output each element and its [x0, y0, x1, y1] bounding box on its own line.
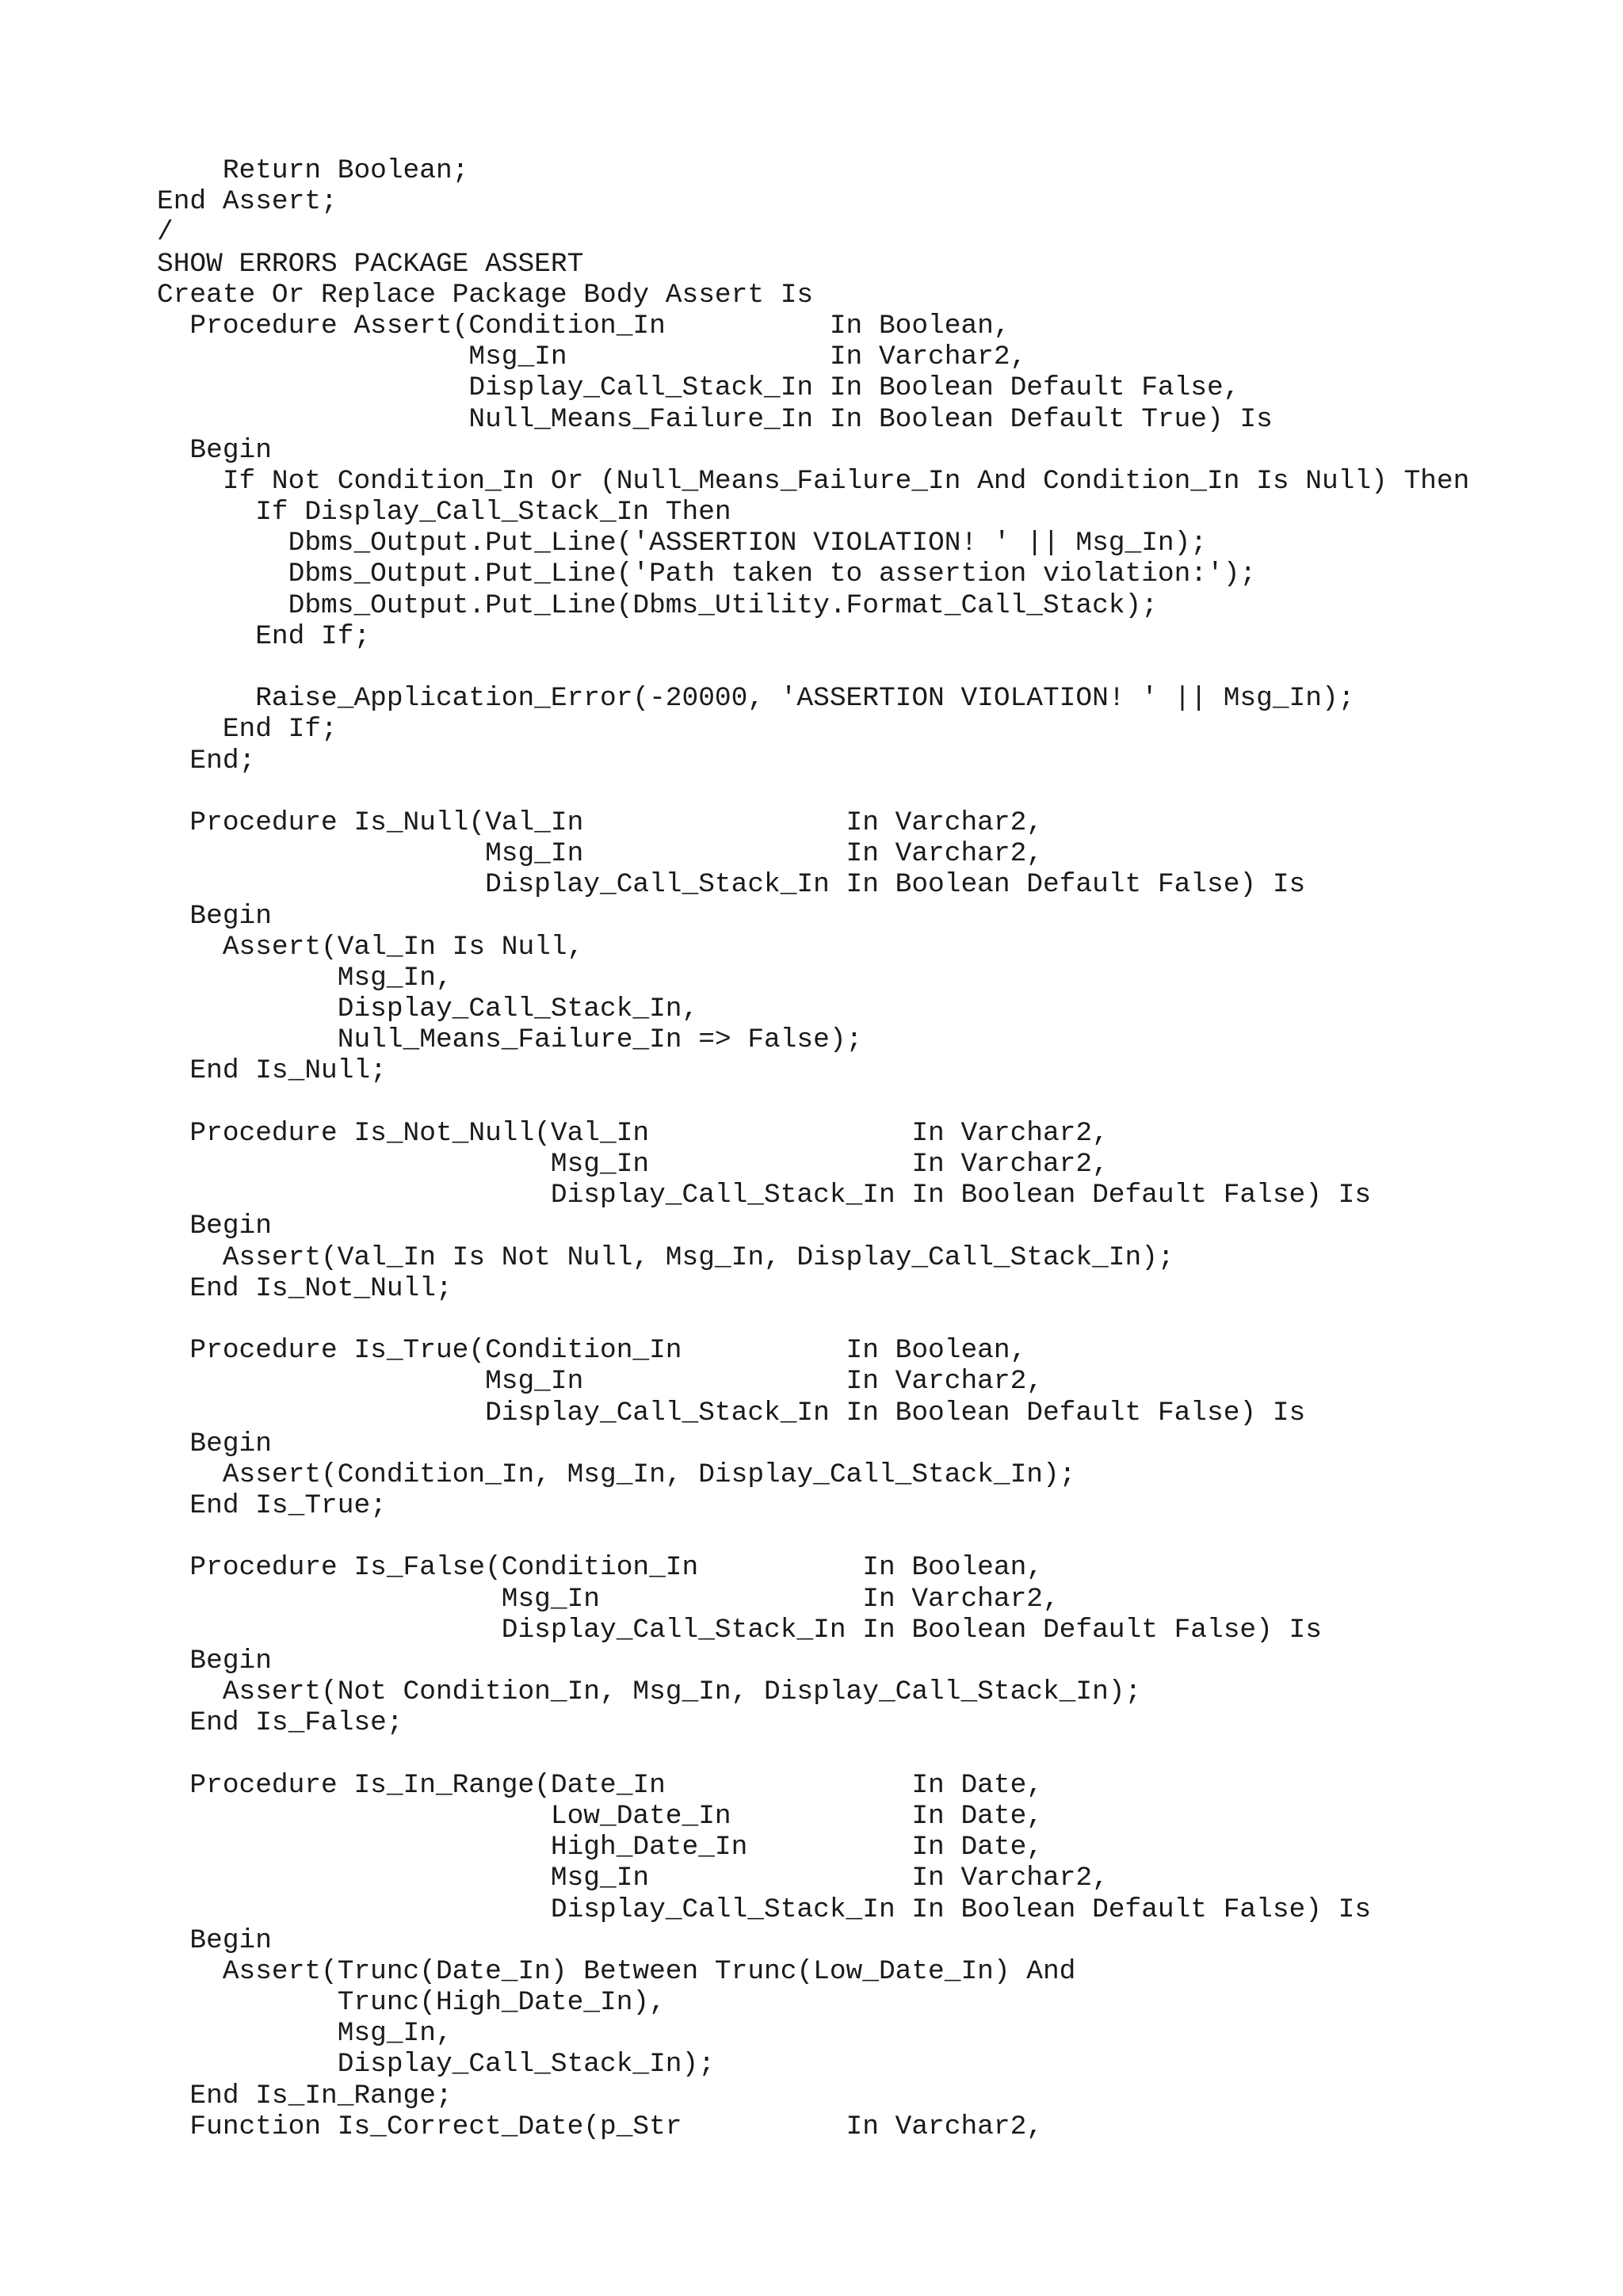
code-line: If Display_Call_Stack_In Then [157, 497, 731, 528]
code-line: End Is_False; [157, 1707, 403, 1739]
code-line: Msg_In In Varchar2, [157, 1583, 1060, 1615]
code-line: End If; [157, 620, 371, 652]
code-line: Display_Call_Stack_In In Boolean Default False) Is [157, 1614, 1322, 1646]
code-line: End Is_Not_Null; [157, 1272, 453, 1304]
code-line: Begin [157, 1924, 272, 1956]
code-line: End Is_Null; [157, 1055, 387, 1087]
code-line: Msg_In In Varchar2, [157, 1149, 1109, 1180]
code-line: If Not Condition_In Or (Null_Means_Failure_In And Condition_In Is Null) Then [157, 465, 1470, 497]
code-line: SHOW ERRORS PACKAGE ASSERT [157, 248, 584, 280]
code-line: Assert(Val_In Is Null, [157, 931, 584, 963]
code-line: Dbms_Output.Put_Line(Dbms_Utility.Format_Call_Stack); [157, 589, 1158, 621]
code-line: Begin [157, 900, 272, 932]
code-line: Raise_Application_Error(-20000, 'ASSERTION VIOLATION! ' || Msg_In); [157, 683, 1355, 715]
code-line: Msg_In In Varchar2, [157, 838, 1043, 870]
code-line [157, 1304, 1469, 1335]
code-line: Null_Means_Failure_In In Boolean Default True) Is [157, 403, 1273, 435]
code-line: Low_Date_In In Date, [157, 1800, 1043, 1832]
code-line: Procedure Is_True(Condition_In In Boolean, [157, 1335, 1027, 1367]
code-line: Msg_In, [157, 2018, 453, 2050]
code-line: Dbms_Output.Put_Line('ASSERTION VIOLATION! ' || Msg_In); [157, 528, 1208, 559]
code-line: End Assert; [157, 186, 338, 218]
code-line: Assert(Trunc(Date_In) Between Trunc(Low_Date_In) And [157, 1955, 1076, 1987]
code-line: Procedure Is_Not_Null(Val_In In Varchar2, [157, 1117, 1109, 1149]
code-line: Assert(Val_In Is Not Null, Msg_In, Display_Call_Stack_In); [157, 1241, 1174, 1273]
code-line: Trunc(High_Date_In), [157, 1987, 666, 2019]
code-line: End If; [157, 714, 338, 746]
code-line: Procedure Is_In_Range(Date_In In Date, [157, 1769, 1043, 1801]
code-line: / [157, 217, 174, 249]
code-line: Display_Call_Stack_In, [157, 994, 699, 1025]
code-line [157, 1521, 1469, 1552]
code-line [157, 1739, 1469, 1770]
code-line: Display_Call_Stack_In In Boolean Default False) Is [157, 869, 1306, 901]
code-line: Procedure Is_False(Condition_In In Boolean, [157, 1552, 1043, 1584]
code-listing [157, 155, 1469, 2142]
code-line: Create Or Replace Package Body Assert Is [157, 279, 814, 311]
code-line: End Is_In_Range; [157, 2080, 453, 2111]
code-line: Assert(Not Condition_In, Msg_In, Display_Call_Stack_In); [157, 1676, 1142, 1708]
code-line: Msg_In In Varchar2, [157, 1366, 1043, 1398]
code-line: Function Is_Correct_Date(p_Str In Varchar2, [157, 2111, 1043, 2142]
code-line: Procedure Is_Null(Val_In In Varchar2, [157, 807, 1043, 838]
code-line: Display_Call_Stack_In In Boolean Default False) Is [157, 1180, 1372, 1211]
code-line: End Is_True; [157, 1490, 387, 1522]
code-line: Display_Call_Stack_In In Boolean Default False) Is [157, 1894, 1372, 1925]
code-line: Begin [157, 434, 272, 466]
code-line: Display_Call_Stack_In); [157, 2049, 715, 2081]
code-line: High_Date_In In Date, [157, 1832, 1043, 1863]
code-line: Msg_In, [157, 962, 453, 994]
code-line: Return Boolean; [157, 155, 469, 186]
code-line: Assert(Condition_In, Msg_In, Display_Call_Stack_In); [157, 1459, 1076, 1490]
code-line [157, 776, 1469, 807]
code-line [157, 652, 1469, 683]
code-line: Begin [157, 1646, 272, 1676]
code-line: Begin [157, 1211, 272, 1242]
code-line: Msg_In In Varchar2, [157, 1863, 1109, 1894]
code-line: Msg_In In Varchar2, [157, 341, 1027, 373]
code-line: Display_Call_Stack_In In Boolean Default False, [157, 372, 1240, 404]
code-line [157, 1087, 1469, 1118]
code-line: Dbms_Output.Put_Line('Path taken to assertion violation:'); [157, 559, 1257, 590]
code-line: Display_Call_Stack_In In Boolean Default False) Is [157, 1397, 1306, 1428]
code-line: Begin [157, 1428, 272, 1459]
code-line: Procedure Assert(Condition_In In Boolean, [157, 310, 1010, 341]
code-line: Null_Means_Failure_In => False); [157, 1024, 863, 1056]
code-line: End; [157, 745, 256, 776]
